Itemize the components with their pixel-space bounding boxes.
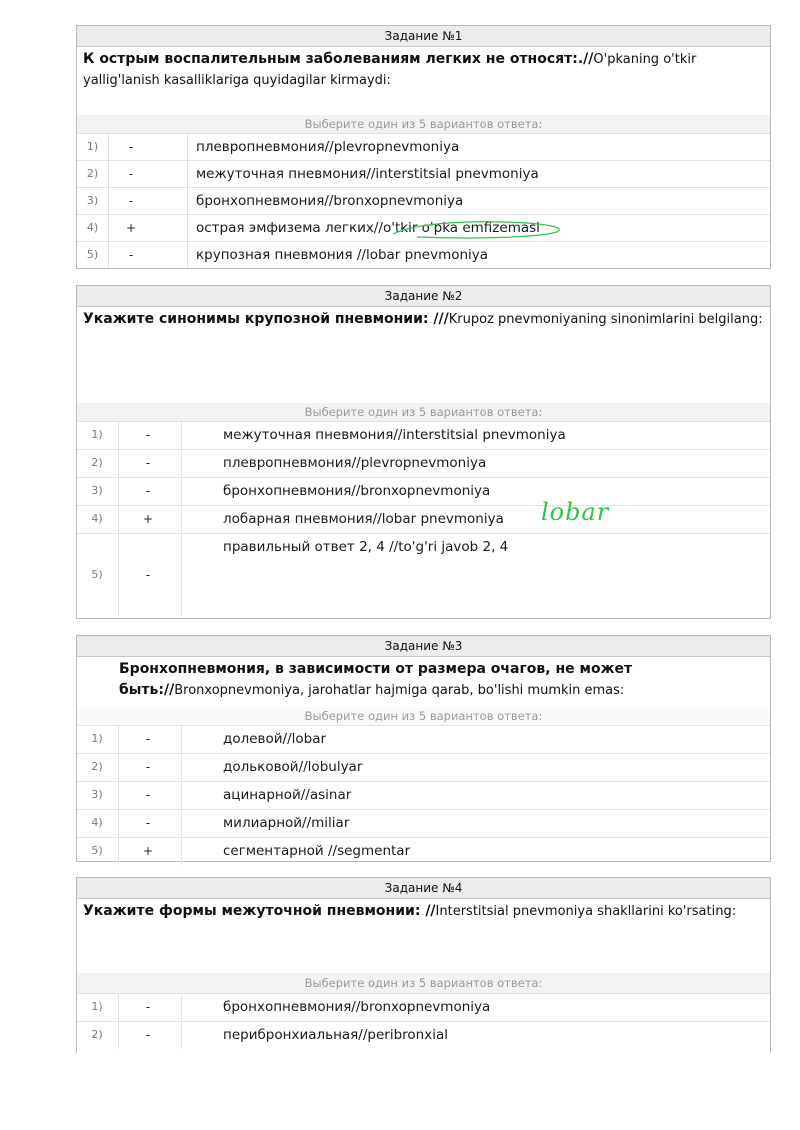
option-text: острая эмфизема легких//o'tkir o'pka emfizemasi [196, 220, 540, 236]
option-row[interactable] [77, 533, 770, 616]
option-mark: - [128, 194, 134, 208]
option-text: бронхопневмония//bronxopnevmoniya [196, 193, 464, 209]
task-4-question [77, 899, 770, 973]
task-4-hint: Выберите один из 5 вариантов ответа: [77, 973, 770, 993]
task-2-options [77, 421, 770, 616]
task-3-question-uz: Bronxopnevmoniya, jarohatlar hajmiga qarab, bo'lishi mumkin emas: [174, 683, 625, 698]
handwritten-note: lobar [541, 498, 610, 526]
option-mark: - [145, 456, 151, 470]
task-4-question-ru: Укажите формы межуточной пневмонии: // [83, 903, 436, 919]
option-number: 1) [91, 732, 103, 745]
option-mark: - [145, 568, 151, 582]
task-3-question [77, 657, 770, 707]
task-2-question-ru: Укажите синонимы крупозной пневмонии: /// [83, 311, 449, 327]
green-underline-scribble [387, 217, 567, 241]
option-mark: + [125, 221, 137, 235]
option-mark: - [145, 816, 151, 830]
task-1-question [77, 47, 770, 115]
option-row[interactable] [77, 993, 770, 1021]
option-row[interactable] [77, 477, 770, 505]
option-row[interactable] [77, 781, 770, 809]
option-row[interactable] [77, 187, 770, 214]
option-text: дольковой//lobulyar [223, 759, 363, 775]
option-row[interactable] [77, 241, 770, 268]
option-mark: + [142, 512, 154, 526]
option-number: 2) [91, 1028, 103, 1041]
task-3-question-ru: Бронхопневмония, в зависимости от размера очагов, не может быть:// [119, 661, 633, 698]
option-text: крупозная пневмония //lobar pnevmoniya [196, 247, 489, 263]
task-3-options [77, 725, 770, 865]
option-text: правильный ответ 2, 4 //to'g'ri javob 2, 4 [223, 539, 509, 555]
task-4-options [77, 993, 770, 1049]
option-number: 2) [86, 167, 99, 180]
option-text: долевой//lobar [223, 731, 327, 747]
option-text: лобарная пневмония//lobar pnevmoniya [223, 511, 504, 527]
task-1-question-uz: O'pkaning o'tkir yallig'lanish kasalliklariga quyidagilar kirmaydi: [83, 52, 697, 88]
task-3 [76, 635, 771, 862]
option-text: межуточная пневмония//interstitsial pnevmoniya [223, 427, 566, 443]
task-1-question-ru: К острым воспалительным заболеваниям легких не относят:.// [83, 51, 594, 67]
option-row[interactable] [77, 725, 770, 753]
task-4 [76, 877, 771, 1053]
option-row[interactable] [77, 837, 770, 865]
option-number: 1) [86, 140, 99, 153]
option-number: 1) [91, 428, 103, 441]
option-mark: - [145, 428, 151, 442]
option-number: 4) [91, 512, 103, 525]
option-text: перибронхиальная//peribronxial [223, 1027, 448, 1043]
task-2-question [77, 307, 770, 403]
option-number: 2) [91, 760, 103, 773]
task-1 [76, 25, 771, 269]
option-text: ацинарной//asinar [223, 787, 352, 803]
task-2-question-uz: Krupoz pnevmoniyaning sinonimlarini belgilang: [448, 312, 763, 327]
option-number: 4) [91, 816, 103, 829]
option-number: 3) [86, 194, 99, 207]
option-mark: + [142, 844, 154, 858]
task-3-header: Задание №3 [77, 636, 770, 657]
option-mark: - [128, 248, 134, 262]
option-row[interactable] [77, 753, 770, 781]
option-text: межуточная пневмония//interstitsial pnevmoniya [196, 166, 539, 182]
option-mark: - [145, 1000, 151, 1014]
option-mark: - [128, 167, 134, 181]
option-row[interactable] [77, 214, 770, 241]
option-text: бронхопневмония//bronxopnevmoniya [223, 999, 491, 1015]
task-3-hint: Выберите один из 5 вариантов ответа: [77, 707, 770, 725]
task-1-hint: Выберите один из 5 вариантов ответа: [77, 115, 770, 133]
task-4-question-uz: Interstitsial pnevmoniya shakllarini ko'rsating: [435, 904, 737, 919]
option-mark: - [145, 788, 151, 802]
task-1-options [77, 133, 770, 268]
option-text: плевропневмония//plevropnevmoniya [196, 139, 460, 155]
option-mark: - [145, 484, 151, 498]
task-2-hint: Выберите один из 5 вариантов ответа: [77, 403, 770, 421]
option-number: 1) [91, 1000, 103, 1013]
option-row[interactable] [77, 160, 770, 187]
task-2-header: Задание №2 [77, 286, 770, 307]
option-text: сегментарной //segmentar [223, 843, 411, 859]
option-number: 3) [91, 484, 103, 497]
option-mark: - [145, 760, 151, 774]
option-number: 5) [91, 844, 103, 857]
option-row[interactable] [77, 133, 770, 160]
option-text: милиарной//miliar [223, 815, 350, 831]
option-number: 5) [86, 248, 99, 261]
task-1-header: Задание №1 [77, 26, 770, 47]
option-mark: - [145, 732, 151, 746]
option-number: 4) [86, 221, 99, 234]
option-row[interactable] [77, 421, 770, 449]
option-row[interactable] [77, 449, 770, 477]
option-row[interactable] [77, 498, 770, 533]
option-row[interactable] [77, 1021, 770, 1049]
option-text: бронхопневмония//bronxopnevmoniya [223, 483, 491, 499]
option-row[interactable] [77, 809, 770, 837]
option-mark: - [128, 140, 134, 154]
option-number: 3) [91, 788, 103, 801]
option-text: плевропневмония//plevropnevmoniya [223, 455, 487, 471]
option-number: 2) [91, 456, 103, 469]
task-4-header: Задание №4 [77, 878, 770, 899]
task-2 [76, 285, 771, 619]
option-mark: - [145, 1028, 151, 1042]
option-number: 5) [91, 568, 103, 581]
